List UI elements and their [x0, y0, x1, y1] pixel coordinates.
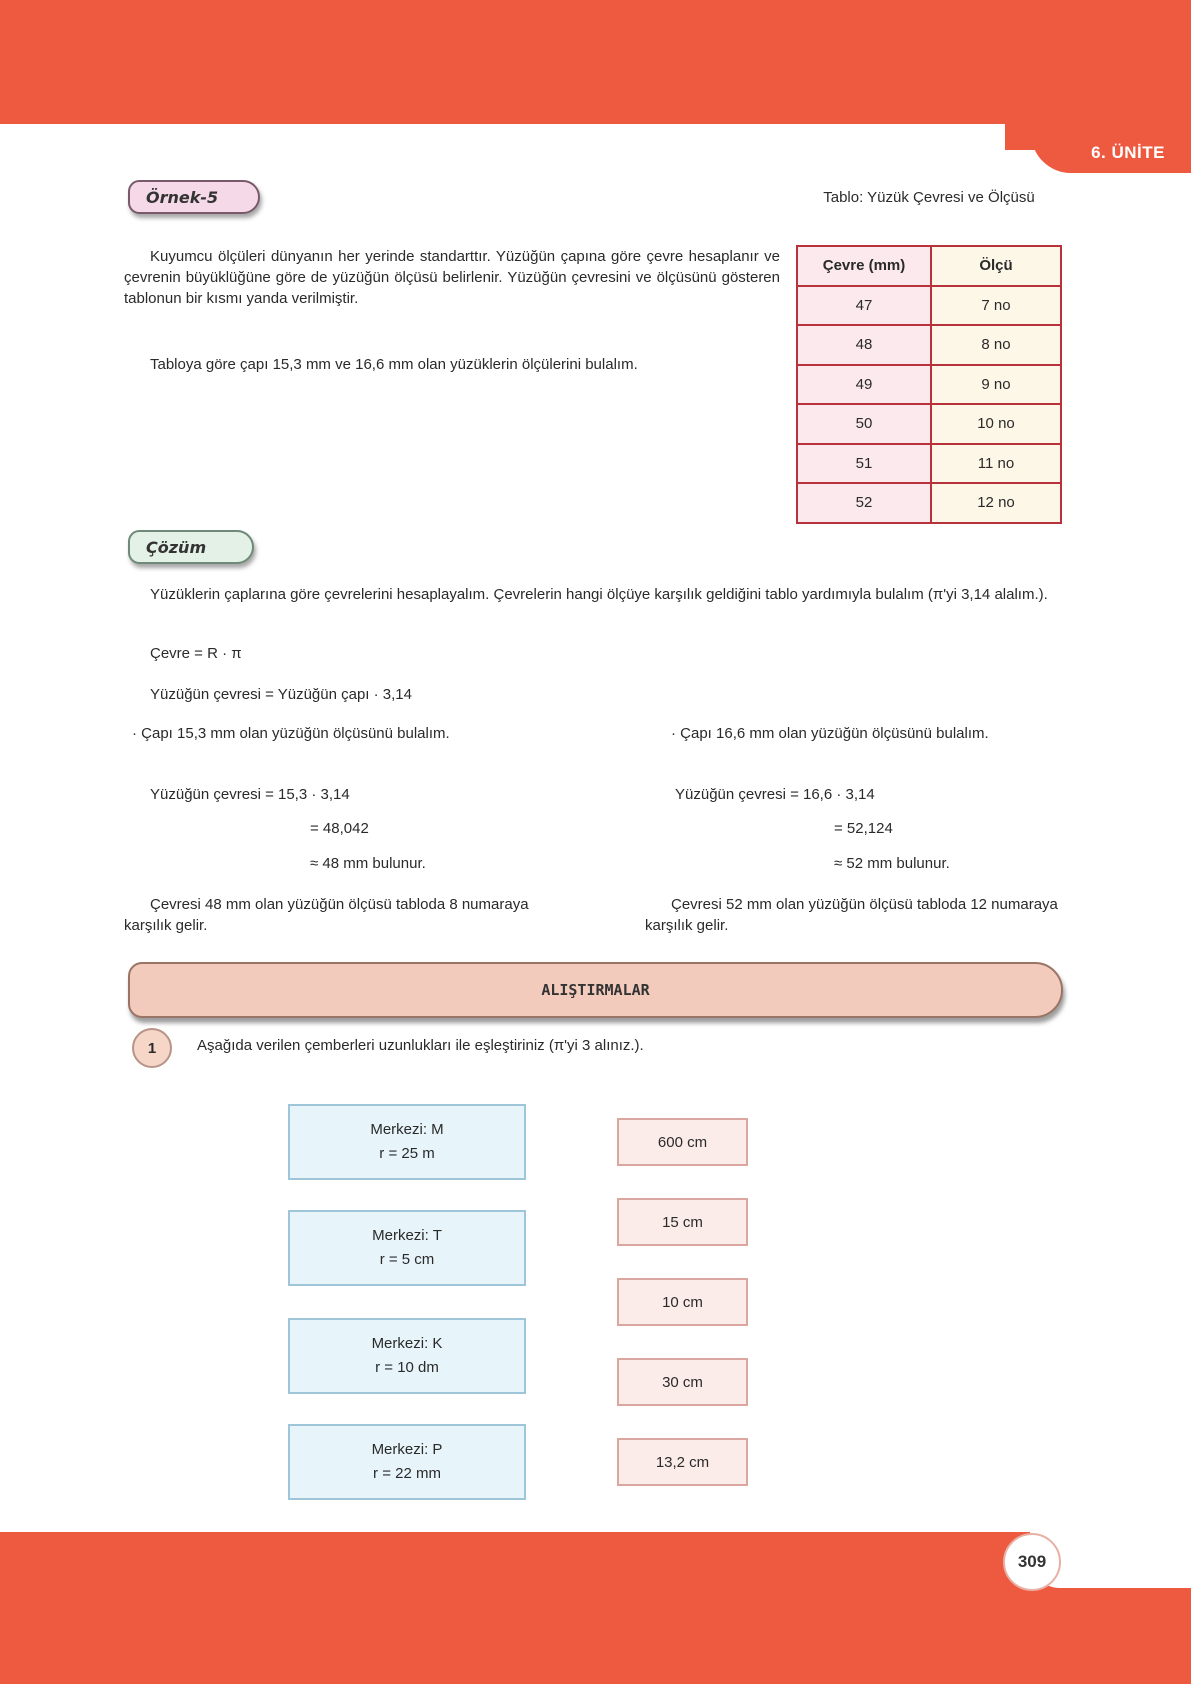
table-row [797, 483, 1061, 523]
left-calc-3: ≈ 48 mm bulunur. [310, 855, 426, 872]
length-card[interactable]: 30 cm [617, 1358, 748, 1406]
table-cell: 50 [797, 404, 931, 444]
left-conclusion: Çevresi 48 mm olan yüzüğün ölçüsü tabloda 8 numaraya karşılık gelir. [124, 896, 529, 934]
right-conclusion: Çevresi 52 mm olan yüzüğün ölçüsü tabloda 12 numaraya karşılık gelir. [645, 896, 1058, 934]
example-paragraph-1: Kuyumcu ölçüleri dünyanın her yerinde standarttır. Yüzüğün çapına göre çevre hesaplanır ve çevrenin büyüklüğüne göre de yüzüğün ölçüsü belirlenir. Yüzüğün çevresini ve ölçüsünü gösteren tablonun bir kısmı yanda verilmiştir. [124, 248, 780, 307]
left-calc-2: = 48,042 [310, 820, 369, 837]
table-header-row [797, 246, 1061, 286]
circle-radius: r = 5 cm [379, 1251, 435, 1268]
circle-card-p[interactable] [288, 1424, 526, 1500]
length-card[interactable]: 15 cm [617, 1198, 748, 1246]
ring-size-table [796, 245, 1062, 524]
solution-label: Çözüm [128, 530, 254, 564]
length-card[interactable]: 10 cm [617, 1278, 748, 1326]
table-cell: 8 no [931, 325, 1061, 365]
table-cell: 51 [797, 444, 931, 484]
table-cell: 48 [797, 325, 931, 365]
circle-radius: r = 22 mm [373, 1465, 441, 1482]
table-cell: 9 no [931, 365, 1061, 405]
exercises-banner: ALIŞTIRMALAR [128, 962, 1063, 1018]
table-header-cell: Çevre (mm) [797, 246, 931, 286]
table-cell: 10 no [931, 404, 1061, 444]
right-case-heading: · Çapı 16,6 mm olan yüzüğün ölçüsünü bulalım. [671, 725, 989, 742]
table-row [797, 404, 1061, 444]
table-caption: Tablo: Yüzük Çevresi ve Ölçüsü [823, 189, 1035, 206]
length-card[interactable]: 600 cm [617, 1118, 748, 1166]
solution-intro: Yüzüklerin çaplarına göre çevrelerini hesaplayalım. Çevrelerin hangi ölçüye karşılık geldiğini tablo yardımıyla bulalım (π'yi 3,14 alalım.). [150, 586, 1048, 603]
length-card[interactable]: 13,2 cm [617, 1438, 748, 1486]
table-row [797, 325, 1061, 365]
circle-card-k[interactable] [288, 1318, 526, 1394]
top-banner [0, 0, 1191, 124]
circle-radius: r = 10 dm [375, 1359, 439, 1376]
question-number-badge: 1 [132, 1028, 172, 1068]
formula-ring-perimeter: Yüzüğün çevresi = Yüzüğün çapı · 3,14 [150, 686, 412, 703]
circle-center: Merkezi: K [371, 1335, 443, 1352]
table-row [797, 444, 1061, 484]
right-calc-2: = 52,124 [834, 820, 893, 837]
table-row [797, 286, 1061, 326]
unit-tab [1031, 110, 1191, 173]
table-row [797, 365, 1061, 405]
table-cell: 52 [797, 483, 931, 523]
formula-perimeter: Çevre = R · π [150, 645, 242, 662]
question-text: Aşağıda verilen çemberleri uzunlukları ile eşleştiriniz (π'yi 3 alınız.). [197, 1037, 644, 1054]
table-cell: 7 no [931, 286, 1061, 326]
circle-radius: r = 25 m [379, 1145, 435, 1162]
circle-card-t[interactable] [288, 1210, 526, 1286]
table-cell: 12 no [931, 483, 1061, 523]
left-calc-1: Yüzüğün çevresi = 15,3 · 3,14 [150, 786, 350, 803]
table-header-cell: Ölçü [931, 246, 1061, 286]
example-paragraph-2: Tabloya göre çapı 15,3 mm ve 16,6 mm olan yüzüklerin ölçülerini bulalım. [150, 356, 638, 373]
table-cell: 49 [797, 365, 931, 405]
circle-center: Merkezi: M [370, 1121, 444, 1138]
unit-label: 6. ÜNİTE [1091, 143, 1165, 162]
table-cell: 47 [797, 286, 931, 326]
table-cell: 11 no [931, 444, 1061, 484]
page-number: 309 [1003, 1533, 1061, 1591]
right-calc-1: Yüzüğün çevresi = 16,6 · 3,14 [675, 786, 875, 803]
example-label: Örnek-5 [128, 180, 260, 214]
right-calc-3: ≈ 52 mm bulunur. [834, 855, 950, 872]
circle-center: Merkezi: T [372, 1227, 442, 1244]
left-case-heading: · Çapı 15,3 mm olan yüzüğün ölçüsünü bulalım. [132, 725, 450, 742]
circle-card-m[interactable] [288, 1104, 526, 1180]
circle-center: Merkezi: P [371, 1441, 443, 1458]
